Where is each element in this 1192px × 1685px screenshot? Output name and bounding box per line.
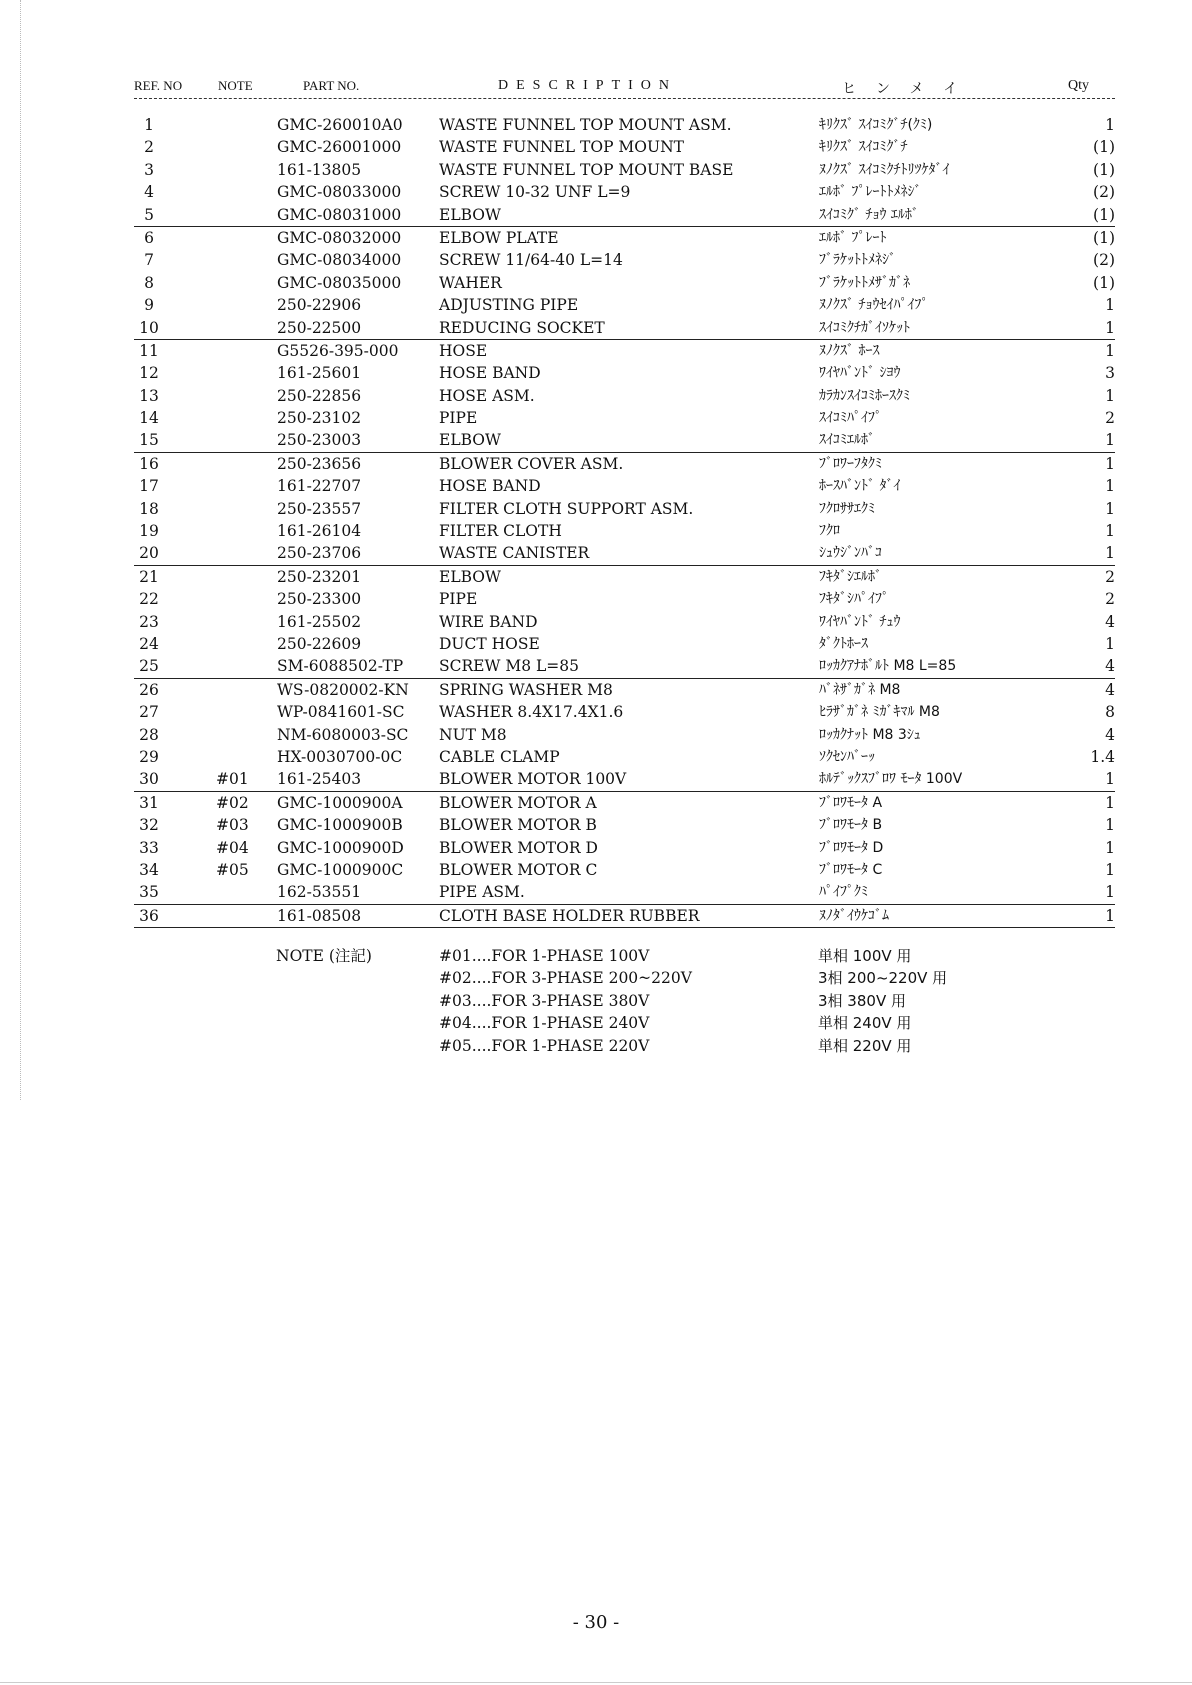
row-ref-no: 28 xyxy=(139,725,159,744)
row-ref-no: 4 xyxy=(144,183,154,202)
row-qty: (1) xyxy=(1093,228,1115,247)
row-qty: (1) xyxy=(1093,160,1115,179)
row-description: SCREW 11/64-40 L=14 xyxy=(439,251,623,270)
row-ref-no: 26 xyxy=(139,680,159,699)
row-part-no: 250-23557 xyxy=(277,499,362,518)
row-part-no: SM-6088502-TP xyxy=(277,657,404,676)
row-part-no: 161-22707 xyxy=(277,477,362,496)
table-row xyxy=(134,701,1115,723)
table-row xyxy=(134,588,1115,610)
row-kana: ﾇﾉｸｽﾞ ｽｲｺﾐｸﾁﾄﾘﾂｹﾀﾞｲ xyxy=(819,161,950,178)
row-qty: 1 xyxy=(1105,838,1115,857)
row-description: SCREW M8 L=85 xyxy=(439,657,579,676)
row-ref-no: 21 xyxy=(139,567,159,586)
table-row xyxy=(134,859,1115,881)
row-part-no: 250-22856 xyxy=(277,386,362,405)
row-kana: ﾌｷﾀﾞｼﾊﾟｲﾌﾟ xyxy=(819,591,889,608)
parts-table-body xyxy=(134,114,1115,928)
row-note: #04 xyxy=(216,838,249,857)
row-kana: ｿｸｾﾝﾊﾞｰｯ xyxy=(819,748,875,765)
row-ref-no: 30 xyxy=(139,770,159,789)
row-kana: ﾌｸﾛｻｻｴｸﾐ xyxy=(819,500,875,517)
table-row xyxy=(134,227,1115,249)
row-description: BLOWER MOTOR A xyxy=(439,793,597,812)
row-ref-no: 12 xyxy=(139,364,159,383)
row-ref-no: 32 xyxy=(139,816,159,835)
table-row xyxy=(134,679,1115,701)
row-qty: 8 xyxy=(1105,703,1115,722)
table-row xyxy=(134,362,1115,384)
table-row xyxy=(134,340,1115,362)
table-row xyxy=(134,114,1115,136)
row-description: WASTE CANISTER xyxy=(439,544,590,563)
row-kana: ｷﾘｸｽﾞ ｽｲｺﾐｸﾞﾁ(ｸﾐ) xyxy=(819,117,933,133)
table-row xyxy=(134,249,1115,271)
row-description: NUT M8 xyxy=(439,725,507,744)
row-ref-no: 22 xyxy=(139,590,159,609)
row-part-no: 161-13805 xyxy=(277,160,362,179)
row-description: WASTE FUNNEL TOP MOUNT xyxy=(439,138,684,157)
row-kana: ﾌｸﾛ xyxy=(819,523,840,540)
row-kana: ｴﾙﾎﾞ ﾌﾟﾚｰﾄﾄﾒﾈｼﾞ xyxy=(819,184,922,201)
row-description: WIRE BAND xyxy=(439,612,538,631)
row-description: ELBOW xyxy=(439,205,501,224)
table-row xyxy=(134,181,1115,203)
row-qty: 4 xyxy=(1105,680,1115,699)
row-kana: ﾌﾞﾛﾜﾓｰﾀ D xyxy=(819,839,884,856)
row-qty: 1 xyxy=(1105,296,1115,315)
row-kana: ﾎﾙﾃﾞｯｸｽﾌﾞﾛﾜ ﾓｰﾀ 100V xyxy=(819,771,963,788)
row-description: SPRING WASHER M8 xyxy=(439,680,613,699)
note-row xyxy=(276,1012,976,1034)
row-kana: ﾌﾞﾛﾜｰﾌﾀｸﾐ xyxy=(819,455,882,472)
bottom-edge-rule xyxy=(0,1682,1192,1683)
row-part-no: GMC-08032000 xyxy=(277,228,402,247)
row-part-no: GMC-08031000 xyxy=(277,205,402,224)
table-row xyxy=(134,272,1115,294)
row-part-no: 162-53551 xyxy=(277,883,362,902)
row-kana: ﾎｰｽﾊﾞﾝﾄﾞ ﾀﾞｲ xyxy=(819,478,901,495)
row-ref-no: 36 xyxy=(139,906,159,925)
row-kana: ｽｲｺﾐｴﾙﾎﾞ xyxy=(819,432,875,449)
row-kana: ﾇﾉｸｽﾞ ﾁｮｳｾｲﾊﾟｲﾌﾟ xyxy=(819,297,929,314)
row-part-no: 161-26104 xyxy=(277,522,362,541)
header-note: NOTE xyxy=(218,78,253,93)
table-row xyxy=(134,429,1115,452)
row-part-no: GMC-08035000 xyxy=(277,273,402,292)
row-part-no: GMC-08034000 xyxy=(277,251,402,270)
row-part-no: 250-23003 xyxy=(277,431,362,450)
row-ref-no: 6 xyxy=(144,228,154,247)
row-qty: 1 xyxy=(1105,116,1115,134)
row-qty: 4 xyxy=(1105,657,1115,676)
row-description: HOSE ASM. xyxy=(439,386,535,405)
row-kana: ｽｲｺﾐｸﾁｶﾞｲｿｹｯﾄ xyxy=(819,319,910,336)
table-row xyxy=(134,633,1115,655)
row-note: #05 xyxy=(216,860,249,879)
row-description: BLOWER MOTOR B xyxy=(439,816,597,835)
row-qty: 1 xyxy=(1105,318,1115,337)
table-row xyxy=(134,520,1115,542)
row-description: ELBOW PLATE xyxy=(439,228,559,247)
table-row xyxy=(134,542,1115,565)
row-description: BLOWER COVER ASM. xyxy=(439,454,624,473)
page-number: - 30 - xyxy=(572,1612,620,1633)
row-qty: (1) xyxy=(1093,138,1115,157)
note-jp: 単相 220V 用 xyxy=(818,1036,912,1055)
row-kana: ﾌﾞﾗｹｯﾄﾄﾒｻﾞｶﾞﾈ xyxy=(819,274,910,291)
notes-section xyxy=(276,945,976,1057)
table-row xyxy=(134,498,1115,520)
row-description: PIPE xyxy=(439,409,478,428)
row-description: DUCT HOSE xyxy=(439,634,540,653)
table-row xyxy=(134,204,1115,227)
row-qty: 2 xyxy=(1105,409,1115,428)
note-row xyxy=(276,967,976,989)
row-description: ADJUSTING PIPE xyxy=(439,296,579,315)
row-description: PIPE ASM. xyxy=(439,883,525,902)
row-kana: ﾌｷﾀﾞｼｴﾙﾎﾞ xyxy=(819,568,882,585)
row-ref-no: 11 xyxy=(139,341,159,360)
row-description: REDUCING SOCKET xyxy=(439,318,605,337)
row-kana: ﾌﾞﾗｹｯﾄﾄﾒﾈｼﾞ xyxy=(819,252,896,269)
row-qty: (1) xyxy=(1093,205,1115,224)
note-code: #04....FOR 1-PHASE 240V xyxy=(439,1014,650,1033)
row-qty: (2) xyxy=(1093,251,1115,270)
row-ref-no: 23 xyxy=(139,612,159,631)
row-ref-no: 8 xyxy=(144,273,154,292)
note-code: #01....FOR 1-PHASE 100V xyxy=(439,947,650,965)
row-qty: 1 xyxy=(1105,386,1115,405)
row-qty: 3 xyxy=(1105,364,1115,383)
row-qty: (2) xyxy=(1093,183,1115,202)
row-description: BLOWER MOTOR 100V xyxy=(439,770,627,789)
row-ref-no: 31 xyxy=(139,793,159,812)
row-kana: ﾛｯｶｸｱﾅﾎﾞﾙﾄ M8 L=85 xyxy=(819,658,957,675)
row-qty: 1 xyxy=(1105,341,1115,360)
note-row xyxy=(276,945,976,967)
row-ref-no: 20 xyxy=(139,544,159,563)
row-part-no: GMC-26001000 xyxy=(277,138,402,157)
row-description: ELBOW xyxy=(439,431,501,450)
header-ref-no: REF. NO xyxy=(134,78,183,93)
row-kana: ﾇﾉﾀﾞｲｳｹｺﾞﾑ xyxy=(819,907,889,924)
note-jp: 3相 380V 用 xyxy=(818,991,906,1010)
row-part-no: 250-23102 xyxy=(277,409,362,428)
row-qty: 1 xyxy=(1105,522,1115,541)
row-kana: ﾊﾞﾈｻﾞｶﾞﾈ M8 xyxy=(819,681,901,698)
note-row xyxy=(276,990,976,1012)
table-row xyxy=(134,453,1115,475)
row-ref-no: 18 xyxy=(139,499,159,518)
row-kana: ｶﾗｶﾝｽｲｺﾐﾎｰｽｸﾐ xyxy=(819,387,910,404)
row-qty: 1 xyxy=(1105,499,1115,518)
row-description: WASTE FUNNEL TOP MOUNT ASM. xyxy=(439,116,732,134)
row-qty: 4 xyxy=(1105,612,1115,631)
header-kana: ヒンメイ xyxy=(842,82,978,97)
row-kana: ﾛｯｶｸﾅｯﾄ M8 3ｼｭ xyxy=(819,726,921,743)
row-ref-no: 29 xyxy=(139,747,159,766)
row-note: #01 xyxy=(216,770,249,789)
note-jp: 3相 200~220V 用 xyxy=(818,969,948,988)
note-code: #05....FOR 1-PHASE 220V xyxy=(439,1036,650,1055)
header-description: DESCRIPTION xyxy=(498,78,678,93)
row-description: FILTER CLOTH SUPPORT ASM. xyxy=(439,499,694,518)
row-qty: 1.4 xyxy=(1090,747,1115,766)
row-ref-no: 13 xyxy=(139,386,159,405)
row-kana: ﾜｲﾔﾊﾞﾝﾄﾞ ﾁｭｳ xyxy=(819,613,901,630)
row-part-no: WS-0820002-KN xyxy=(277,680,409,699)
table-row xyxy=(134,655,1115,678)
row-kana: ﾌﾞﾛﾜﾓｰﾀ A xyxy=(819,794,883,811)
row-kana: ﾊﾟｲﾌﾟｸﾐ xyxy=(819,884,868,901)
row-part-no: 161-08508 xyxy=(277,906,362,925)
row-qty: 1 xyxy=(1105,431,1115,450)
row-kana: ﾌﾞﾛﾜﾓｰﾀ C xyxy=(819,861,883,878)
row-description: WAHER xyxy=(439,273,502,292)
table-row xyxy=(134,475,1115,497)
row-part-no: GMC-260010A0 xyxy=(277,116,403,134)
note-code: #02....FOR 3-PHASE 200~220V xyxy=(439,969,692,988)
row-qty: 1 xyxy=(1105,906,1115,925)
row-qty: 1 xyxy=(1105,454,1115,473)
row-qty: 1 xyxy=(1105,816,1115,835)
row-part-no: 250-23300 xyxy=(277,590,362,609)
row-qty: 1 xyxy=(1105,860,1115,879)
table-row xyxy=(134,566,1115,588)
row-kana: ｼｭｳｼﾞﾝﾊﾞｺ xyxy=(819,545,882,562)
row-description: BLOWER MOTOR D xyxy=(439,838,598,857)
row-qty: 4 xyxy=(1105,725,1115,744)
row-part-no: GMC-1000900D xyxy=(277,838,404,857)
row-qty: 1 xyxy=(1105,544,1115,563)
row-qty: 1 xyxy=(1105,793,1115,812)
row-part-no: G5526-395-000 xyxy=(277,341,399,360)
row-description: HOSE BAND xyxy=(439,364,541,383)
row-ref-no: 17 xyxy=(139,477,159,496)
table-row xyxy=(134,385,1115,407)
row-description: SCREW 10-32 UNF L=9 xyxy=(439,183,631,202)
row-ref-no: 24 xyxy=(139,634,159,653)
table-row xyxy=(134,837,1115,859)
row-description: CLOTH BASE HOLDER RUBBER xyxy=(439,906,700,925)
table-row xyxy=(134,746,1115,768)
table-row xyxy=(134,814,1115,836)
note-jp: 単相 240V 用 xyxy=(818,1014,912,1033)
row-description: HOSE BAND xyxy=(439,477,541,496)
table-row xyxy=(134,881,1115,904)
table-row xyxy=(134,768,1115,791)
notes-label: NOTE (注記) xyxy=(276,947,372,965)
row-kana: ｴﾙﾎﾞ ﾌﾟﾚｰﾄ xyxy=(819,229,887,246)
row-kana: ﾋﾗｻﾞｶﾞﾈ ﾐｶﾞｷﾏﾙ M8 xyxy=(819,704,940,721)
table-row xyxy=(134,611,1115,633)
row-ref-no: 19 xyxy=(139,522,159,541)
row-part-no: 250-23706 xyxy=(277,544,362,563)
row-part-no: WP-0841601-SC xyxy=(277,703,405,722)
row-part-no: 161-25403 xyxy=(277,770,362,789)
row-qty: (1) xyxy=(1093,273,1115,292)
row-part-no: 250-22500 xyxy=(277,318,362,337)
table-row xyxy=(134,159,1115,181)
row-qty: 2 xyxy=(1105,590,1115,609)
row-ref-no: 14 xyxy=(139,409,159,428)
row-ref-no: 35 xyxy=(139,883,159,902)
note-row xyxy=(276,1035,976,1057)
row-part-no: NM-6080003-SC xyxy=(277,725,409,744)
row-part-no: 250-22906 xyxy=(277,296,362,315)
row-ref-no: 27 xyxy=(139,703,159,722)
row-part-no: GMC-1000900A xyxy=(277,793,403,812)
row-part-no: 161-25502 xyxy=(277,612,362,631)
table-row xyxy=(134,407,1115,429)
row-kana: ﾇﾉｸｽﾞ ﾎｰｽ xyxy=(819,342,880,359)
row-ref-no: 1 xyxy=(144,116,154,134)
row-description: WASTE FUNNEL TOP MOUNT BASE xyxy=(439,160,734,179)
row-part-no: GMC-08033000 xyxy=(277,183,402,202)
row-kana: ﾌﾞﾛﾜﾓｰﾀ B xyxy=(819,817,883,834)
header-qty: Qty xyxy=(1068,78,1089,93)
table-header xyxy=(134,78,1115,99)
table-row xyxy=(134,792,1115,814)
row-part-no: GMC-1000900B xyxy=(277,816,403,835)
row-note: #03 xyxy=(216,816,249,835)
row-description: ELBOW xyxy=(439,567,501,586)
table-row xyxy=(134,136,1115,158)
row-ref-no: 16 xyxy=(139,454,159,473)
note-code: #03....FOR 3-PHASE 380V xyxy=(439,991,650,1010)
row-qty: 1 xyxy=(1105,770,1115,789)
row-part-no: 161-25601 xyxy=(277,364,362,383)
row-ref-no: 33 xyxy=(139,838,159,857)
row-kana: ﾜｲﾔﾊﾞﾝﾄﾞ ｼﾖｳ xyxy=(819,365,901,382)
header-part-no: PART NO. xyxy=(303,78,360,93)
row-description: CABLE CLAMP xyxy=(439,747,560,766)
row-ref-no: 2 xyxy=(144,138,154,157)
row-ref-no: 34 xyxy=(139,860,159,879)
row-description: WASHER 8.4X17.4X1.6 xyxy=(439,703,624,722)
row-qty: 2 xyxy=(1105,567,1115,586)
row-description: FILTER CLOTH xyxy=(439,522,562,541)
row-ref-no: 3 xyxy=(144,160,154,179)
row-part-no: 250-23201 xyxy=(277,567,362,586)
row-kana: ﾀﾞｸﾄﾎｰｽ xyxy=(819,635,868,652)
table-row xyxy=(134,905,1115,928)
row-description: HOSE xyxy=(439,341,488,360)
row-ref-no: 15 xyxy=(139,431,159,450)
note-jp: 単相 100V 用 xyxy=(818,947,912,965)
row-ref-no: 25 xyxy=(139,657,159,676)
row-ref-no: 9 xyxy=(144,296,154,315)
table-row xyxy=(134,317,1115,340)
row-ref-no: 7 xyxy=(144,251,154,270)
row-description: PIPE xyxy=(439,590,478,609)
table-row xyxy=(134,294,1115,316)
row-ref-no: 5 xyxy=(144,205,154,224)
row-kana: ｽｲｺﾐﾊﾟｲﾌﾟ xyxy=(819,410,882,427)
row-kana: ｽｲｺﾐｸﾞ ﾁｮｳ ｴﾙﾎﾞ xyxy=(819,206,919,223)
row-part-no: GMC-1000900C xyxy=(277,860,404,879)
row-qty: 1 xyxy=(1105,883,1115,902)
row-note: #02 xyxy=(216,793,249,812)
table-row xyxy=(134,724,1115,746)
row-ref-no: 10 xyxy=(139,318,159,337)
row-part-no: 250-23656 xyxy=(277,454,362,473)
row-part-no: 250-22609 xyxy=(277,634,362,653)
row-qty: 1 xyxy=(1105,477,1115,496)
row-kana: ｷﾘｸｽﾞ ｽｲｺﾐｸﾞﾁ xyxy=(819,139,908,156)
row-qty: 1 xyxy=(1105,634,1115,653)
row-description: BLOWER MOTOR C xyxy=(439,860,598,879)
left-margin-rule xyxy=(20,0,21,1100)
row-part-no: HX-0030700-0C xyxy=(277,747,403,766)
